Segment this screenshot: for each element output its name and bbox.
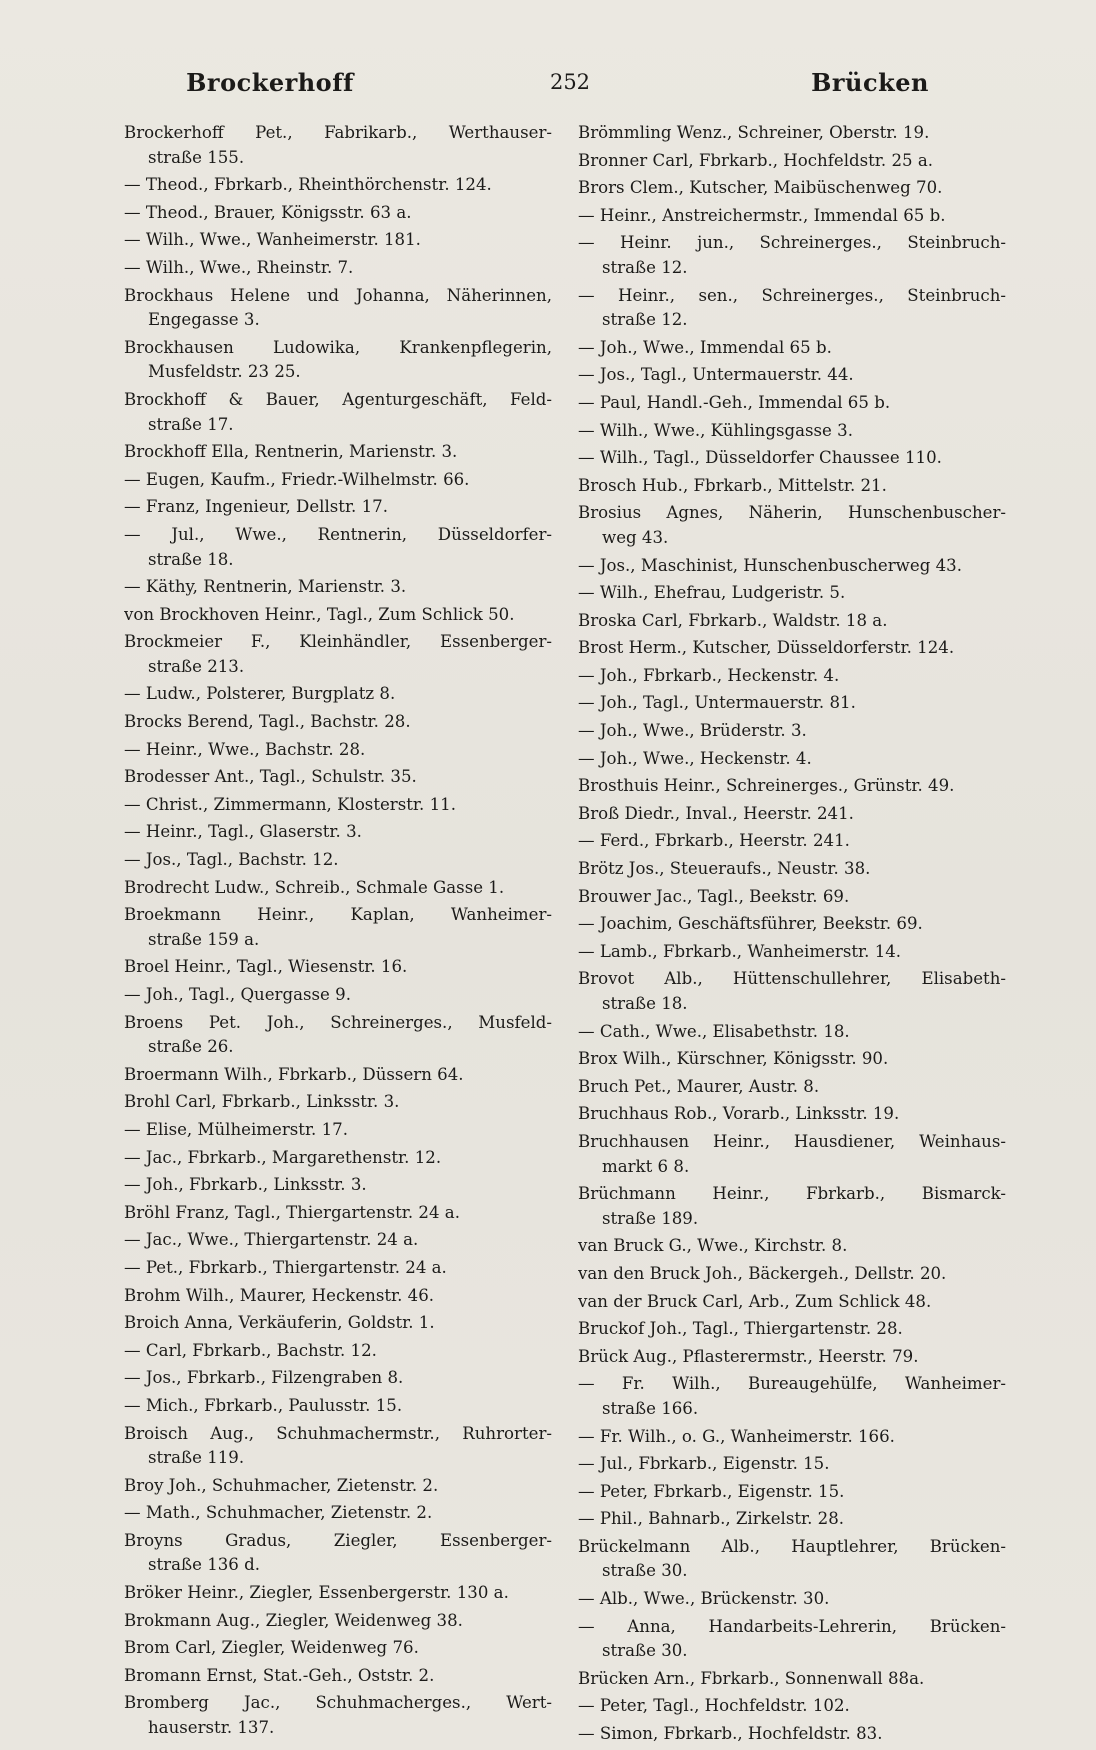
- entry-line: — Peter, Fbrkarb., Eigenstr. 15.: [578, 1481, 845, 1501]
- directory-entry: [124, 256, 552, 281]
- directory-entry: [124, 1366, 552, 1391]
- directory-entry: [124, 1311, 552, 1336]
- entry-line: Brockhoff & Bauer, Agenturgeschäft, Feld-: [124, 389, 552, 409]
- entry-line: Brodrecht Ludw., Schreib., Schmale Gasse 1.: [124, 877, 505, 897]
- directory-entry: [124, 468, 552, 493]
- directory-entry: [124, 983, 552, 1008]
- directory-entry: [124, 173, 552, 198]
- entry-line: — Joh., Tagl., Untermauerstr. 81.: [578, 693, 856, 713]
- entry-continuation-line: straße 136 d.: [148, 1555, 261, 1575]
- directory-entry: [124, 228, 552, 253]
- entry-line: Brötz Jos., Steueraufs., Neustr. 38.: [578, 859, 871, 879]
- entry-line: — Jos., Fbrkarb., Filzengraben 8.: [124, 1368, 404, 1388]
- entry-line: — Lamb., Fbrkarb., Wanheimerstr. 14.: [578, 941, 902, 961]
- directory-entry: [124, 738, 552, 763]
- entry-line: — Jos., Tagl., Bachstr. 12.: [124, 850, 339, 870]
- directory-entry: [124, 440, 552, 465]
- directory-entry: [578, 1290, 1006, 1315]
- entry-line: Broermann Wilh., Fbrkarb., Düssern 64.: [124, 1064, 464, 1084]
- entry-line: Brors Clem., Kutscher, Maibüschenweg 70.: [578, 178, 943, 198]
- entry-line: Brosius Agnes, Näherin, Hunschenbuscher-: [578, 503, 1006, 523]
- directory-entry: [124, 710, 552, 735]
- directory-entry: [578, 121, 1006, 146]
- entry-line: van den Bruck Joh., Bäckergeh., Dellstr. 20.: [578, 1263, 947, 1283]
- entry-line: — Jos., Maschinist, Hunschenbuscherweg 43.: [578, 555, 962, 575]
- directory-entry: [578, 1234, 1006, 1259]
- entry-line: Brockhausen Ludowika, Krankenpflegerin,: [124, 337, 552, 357]
- directory-entry: [578, 1480, 1006, 1505]
- entry-line: Broel Heinr., Tagl., Wiesenstr. 16.: [124, 957, 408, 977]
- entry-continuation-line: straße 12.: [602, 310, 688, 330]
- page-number: 252: [549, 70, 591, 94]
- directory-entry: [578, 1345, 1006, 1370]
- directory-entry: [124, 955, 552, 980]
- entry-continuation-line: markt 6 8.: [602, 1156, 690, 1176]
- directory-entry: [578, 1130, 1006, 1179]
- entry-line: — Wilh., Ehefrau, Ludgeristr. 5.: [578, 583, 846, 603]
- entry-line: — Theod., Brauer, Königsstr. 63 a.: [124, 202, 412, 222]
- entry-line: Broyns Gradus, Ziegler, Essenberger-: [124, 1530, 552, 1550]
- entry-line: — Wilh., Wwe., Wanheimerstr. 181.: [124, 230, 421, 250]
- entry-line: — Fr. Wilh., Bureaugehülfe, Wanheimer-: [578, 1374, 1006, 1394]
- right-column: [578, 121, 1006, 1750]
- directory-entry: [578, 446, 1006, 471]
- entry-line: — Franz, Ingenieur, Dellstr. 17.: [124, 497, 388, 517]
- entry-line: — Heinr., Anstreichermstr., Immendal 65 b.: [578, 205, 946, 225]
- directory-entry: [124, 848, 552, 873]
- entry-line: — Peter, Tagl., Hochfeldstr. 102.: [578, 1696, 850, 1716]
- directory-entry: [124, 682, 552, 707]
- entry-line: — Pet., Fbrkarb., Thiergartenstr. 24 a.: [124, 1257, 447, 1277]
- entry-line: — Joh., Wwe., Heckenstr. 4.: [578, 748, 812, 768]
- directory-entry: [578, 912, 1006, 937]
- entry-line: — Wilh., Tagl., Düsseldorfer Chaussee 110.: [578, 448, 942, 468]
- entry-line: — Alb., Wwe., Brückenstr. 30.: [578, 1589, 830, 1609]
- entry-line: — Simon, Fbrkarb., Hochfeldstr. 83.: [578, 1724, 883, 1744]
- directory-entry: [124, 1691, 552, 1740]
- directory-entry: [124, 1201, 552, 1226]
- entry-line: — Christ., Zimmermann, Klosterstr. 11.: [124, 794, 456, 814]
- entry-line: — Carl, Fbrkarb., Bachstr. 12.: [124, 1340, 377, 1360]
- entry-line: — Käthy, Rentnerin, Marienstr. 3.: [124, 577, 407, 597]
- entry-line: Broß Diedr., Inval., Heerstr. 241.: [578, 803, 854, 823]
- entry-line: Bruckof Joh., Tagl., Thiergartenstr. 28.: [578, 1319, 903, 1339]
- directory-entry: [124, 1173, 552, 1198]
- entry-line: — Ludw., Polsterer, Burgplatz 8.: [124, 684, 396, 704]
- directory-entry: [578, 1425, 1006, 1450]
- directory-entry: [124, 765, 552, 790]
- entry-line: — Elise, Mülheimerstr. 17.: [124, 1119, 348, 1139]
- directory-entry: [124, 336, 552, 385]
- directory-entry: [124, 1422, 552, 1471]
- directory-entry: [578, 802, 1006, 827]
- directory-entry: [578, 204, 1006, 229]
- entry-line: Brovot Alb., Hüttenschullehrer, Elisabeth-: [578, 969, 1006, 989]
- entry-line: Brohl Carl, Fbrkarb., Linksstr. 3.: [124, 1092, 400, 1112]
- directory-entry: [124, 876, 552, 901]
- directory-entry: [578, 1020, 1006, 1045]
- entry-line: Brockhaus Helene und Johanna, Näherinnen,: [124, 285, 552, 305]
- page-header: [120, 68, 1020, 118]
- entry-line: — Phil., Bahnarb., Zirkelstr. 28.: [578, 1509, 845, 1529]
- entry-line: — Jac., Wwe., Thiergartenstr. 24 a.: [124, 1230, 419, 1250]
- entry-line: — Joh., Wwe., Immendal 65 b.: [578, 337, 832, 357]
- entry-continuation-line: hauserstr. 137.: [148, 1718, 275, 1738]
- entry-line: Brockmeier F., Kleinhändler, Essenberger-: [124, 632, 552, 652]
- entry-line: Broens Pet. Joh., Schreinerges., Musfeld-: [124, 1012, 552, 1032]
- entry-line: — Cath., Wwe., Elisabethstr. 18.: [578, 1021, 850, 1041]
- directory-entry: [578, 1262, 1006, 1287]
- entry-line: — Heinr., Tagl., Glaserstr. 3.: [124, 822, 362, 842]
- entry-continuation-line: straße 18.: [148, 549, 234, 569]
- entry-line: Brömmling Wenz., Schreiner, Oberstr. 19.: [578, 123, 930, 142]
- entry-line: van Bruck G., Wwe., Kirchstr. 8.: [578, 1236, 848, 1256]
- left-column: [124, 121, 552, 1744]
- entry-line: Brocks Berend, Tagl., Bachstr. 28.: [124, 712, 411, 732]
- entry-line: Broy Joh., Schuhmacher, Zietenstr. 2.: [124, 1475, 439, 1495]
- directory-entry: [578, 1667, 1006, 1692]
- entry-line: Bromann Ernst, Stat.-Geh., Oststr. 2.: [124, 1665, 435, 1685]
- entry-line: Brückelmann Alb., Hauptlehrer, Brücken-: [578, 1536, 1006, 1556]
- entry-line: — Jul., Wwe., Rentnerin, Düsseldorfer-: [124, 524, 552, 544]
- entry-continuation-line: straße 30.: [602, 1641, 688, 1661]
- entry-line: — Joachim, Geschäftsführer, Beekstr. 69.: [578, 914, 923, 934]
- entry-line: Brox Wilh., Kürschner, Königsstr. 90.: [578, 1049, 889, 1069]
- entry-line: — Jos., Tagl., Untermauerstr. 44.: [578, 365, 854, 385]
- entry-line: Bromberg Jac., Schuhmacherges., Wert-: [124, 1693, 552, 1713]
- directory-entry: [578, 1722, 1006, 1747]
- entry-line: Brockhoff Ella, Rentnerin, Marienstr. 3.: [124, 442, 458, 462]
- entry-continuation-line: straße 189.: [602, 1208, 699, 1228]
- entry-continuation-line: straße 159 a.: [148, 929, 260, 949]
- entry-line: Broekmann Heinr., Kaplan, Wanheimer-: [124, 905, 552, 925]
- entry-continuation-line: straße 213.: [148, 656, 245, 676]
- directory-entry: [578, 581, 1006, 606]
- directory-entry: [578, 284, 1006, 333]
- directory-entry: [578, 609, 1006, 634]
- directory-entry: [578, 1694, 1006, 1719]
- directory-entry: [124, 523, 552, 572]
- directory-entry: [124, 630, 552, 679]
- entry-line: Bruchhaus Rob., Vorarb., Linksstr. 19.: [578, 1104, 900, 1124]
- directory-entry: [578, 336, 1006, 361]
- entry-line: — Joh., Fbrkarb., Heckenstr. 4.: [578, 665, 840, 685]
- entry-line: Brück Aug., Pflasterermstr., Heerstr. 79.: [578, 1346, 919, 1366]
- directory-entry: [124, 1609, 552, 1634]
- directory-entry: [124, 1339, 552, 1364]
- directory-entry: [578, 940, 1006, 965]
- directory-entry: [578, 1102, 1006, 1127]
- entry-line: — Paul, Handl.-Geh., Immendal 65 b.: [578, 392, 891, 412]
- entry-line: van der Bruck Carl, Arb., Zum Schlick 48.: [578, 1291, 932, 1311]
- directory-entry: [124, 495, 552, 520]
- directory-entry: [124, 1228, 552, 1253]
- directory-entry: [578, 967, 1006, 1016]
- directory-entry: [124, 1090, 552, 1115]
- entry-continuation-line: straße 18.: [602, 994, 688, 1013]
- entry-line: — Heinr., sen., Schreinerges., Steinbruch-: [578, 285, 1006, 305]
- entry-line: Brücken Arn., Fbrkarb., Sonnenwall 88a.: [578, 1668, 925, 1688]
- directory-entry: [578, 1452, 1006, 1477]
- directory-entry: [578, 1535, 1006, 1584]
- entry-line: Brockerhoff Pet., Fabrikarb., Werthauser-: [124, 123, 552, 142]
- entry-continuation-line: straße 166.: [602, 1398, 699, 1418]
- directory-entry: [578, 691, 1006, 716]
- entry-line: — Joh., Fbrkarb., Linksstr. 3.: [124, 1175, 367, 1195]
- entry-line: Bruchhausen Heinr., Hausdiener, Weinhaus-: [578, 1131, 1006, 1151]
- entry-continuation-line: straße 17.: [148, 414, 234, 434]
- entry-line: Brokmann Aug., Ziegler, Weidenweg 38.: [124, 1610, 463, 1630]
- directory-entry: [578, 885, 1006, 910]
- entry-line: — Heinr., Wwe., Bachstr. 28.: [124, 739, 366, 759]
- entry-line: Bröker Heinr., Ziegler, Essenbergerstr. 130 a.: [124, 1583, 509, 1603]
- directory-entry: [578, 636, 1006, 661]
- entry-line: Bruch Pet., Maurer, Austr. 8.: [578, 1076, 820, 1096]
- directory-entry: [578, 829, 1006, 854]
- entry-line: — Jac., Fbrkarb., Margarethenstr. 12.: [124, 1147, 442, 1167]
- entry-continuation-line: straße 12.: [602, 257, 688, 277]
- entry-continuation-line: weg 43.: [602, 527, 669, 547]
- entry-line: Bronner Carl, Fbrkarb., Hochfeldstr. 25 a.: [578, 150, 934, 170]
- entry-line: Brosch Hub., Fbrkarb., Mittelstr. 21.: [578, 475, 887, 495]
- entry-line: — Joh., Wwe., Brüderstr. 3.: [578, 721, 807, 741]
- entry-line: — Theod., Fbrkarb., Rheinthörchenstr. 124.: [124, 175, 492, 195]
- entry-continuation-line: straße 30.: [602, 1561, 688, 1581]
- directory-entry: [578, 664, 1006, 689]
- entry-line: — Heinr. jun., Schreinerges., Steinbruch-: [578, 233, 1006, 253]
- entry-line: Brom Carl, Ziegler, Weidenweg 76.: [124, 1638, 419, 1658]
- entry-line: Broich Anna, Verkäuferin, Goldstr. 1.: [124, 1313, 435, 1333]
- directory-entry: [578, 419, 1006, 444]
- directory-entry: [578, 1182, 1006, 1231]
- directory-entry: [124, 1146, 552, 1171]
- directory-entry: [124, 1474, 552, 1499]
- directory-entry: [578, 474, 1006, 499]
- entry-line: Brouwer Jac., Tagl., Beekstr. 69.: [578, 886, 850, 906]
- directory-entry: [124, 1256, 552, 1281]
- directory-entry: [124, 1581, 552, 1606]
- directory-entry: [578, 363, 1006, 388]
- entry-line: Brohm Wilh., Maurer, Heckenstr. 46.: [124, 1285, 435, 1305]
- directory-entry: [124, 121, 552, 170]
- directory-entry: [578, 501, 1006, 550]
- entry-line: Broisch Aug., Schuhmachermstr., Ruhrorter-: [124, 1423, 552, 1443]
- directory-entry: [124, 1011, 552, 1060]
- header-left-keyword: Brockerhoff: [186, 68, 354, 97]
- directory-entry: [578, 857, 1006, 882]
- entry-line: — Eugen, Kaufm., Friedr.-Wilhelmstr. 66.: [124, 469, 470, 489]
- directory-entry: [578, 391, 1006, 416]
- entry-line: — Fr. Wilh., o. G., Wanheimerstr. 166.: [578, 1426, 895, 1446]
- entry-line: Brosthuis Heinr., Schreinerges., Grünstr. 49.: [578, 776, 955, 796]
- entry-line: Brost Herm., Kutscher, Düsseldorferstr. 124.: [578, 638, 955, 658]
- directory-entry: [124, 388, 552, 437]
- directory-entry: [578, 747, 1006, 772]
- entry-line: — Wilh., Wwe., Rheinstr. 7.: [124, 257, 354, 277]
- directory-entry: [578, 231, 1006, 280]
- entry-line: — Wilh., Wwe., Kühlingsgasse 3.: [578, 420, 853, 440]
- directory-entry: [578, 149, 1006, 174]
- entry-line: Broska Carl, Fbrkarb., Waldstr. 18 a.: [578, 610, 888, 630]
- directory-entry: [124, 903, 552, 952]
- directory-entry: [124, 284, 552, 333]
- entry-line: Brüchmann Heinr., Fbrkarb., Bismarck-: [578, 1184, 1006, 1204]
- directory-entry: [124, 1636, 552, 1661]
- directory-entry: [578, 774, 1006, 799]
- directory-entry: [124, 820, 552, 845]
- directory-entry: [124, 575, 552, 600]
- directory-entry: [124, 793, 552, 818]
- directory-entry: [124, 201, 552, 226]
- entry-line: — Jul., Fbrkarb., Eigenstr. 15.: [578, 1454, 830, 1474]
- entry-continuation-line: straße 26.: [148, 1037, 234, 1057]
- directory-entry: [124, 1284, 552, 1309]
- directory-entry: [124, 1394, 552, 1419]
- directory-entry: [124, 1118, 552, 1143]
- header-right-keyword: Brücken: [811, 68, 929, 97]
- entry-line: Bröhl Franz, Tagl., Thiergartenstr. 24 a.: [124, 1202, 460, 1222]
- entry-line: Brodesser Ant., Tagl., Schulstr. 35.: [124, 767, 417, 787]
- directory-entry: [578, 1615, 1006, 1664]
- entry-line: — Anna, Handarbeits-Lehrerin, Brücken-: [578, 1616, 1006, 1636]
- directory-entry: [578, 1047, 1006, 1072]
- directory-entry: [578, 1587, 1006, 1612]
- entry-continuation-line: straße 119.: [148, 1448, 245, 1468]
- entry-continuation-line: Engegasse 3.: [148, 310, 260, 330]
- directory-entry: [578, 1075, 1006, 1100]
- directory-entry: [578, 554, 1006, 579]
- entry-continuation-line: straße 155.: [148, 147, 245, 167]
- directory-entry: [578, 176, 1006, 201]
- directory-entry: [578, 1507, 1006, 1532]
- entry-line: von Brockhoven Heinr., Tagl., Zum Schlick 50.: [124, 604, 515, 624]
- entry-line: — Ferd., Fbrkarb., Heerstr. 241.: [578, 831, 850, 851]
- entry-continuation-line: Musfeldstr. 23 25.: [148, 362, 301, 382]
- directory-entry: [578, 719, 1006, 744]
- directory-entry: [124, 1529, 552, 1578]
- entry-line: — Joh., Tagl., Quergasse 9.: [124, 985, 351, 1004]
- entry-line: — Mich., Fbrkarb., Paulusstr. 15.: [124, 1395, 403, 1415]
- directory-entry: [578, 1317, 1006, 1342]
- directory-entry: [578, 1372, 1006, 1421]
- directory-entry: [124, 1501, 552, 1526]
- entry-line: — Math., Schuhmacher, Zietenstr. 2.: [124, 1503, 433, 1523]
- directory-entry: [124, 603, 552, 628]
- directory-entry: [124, 1063, 552, 1088]
